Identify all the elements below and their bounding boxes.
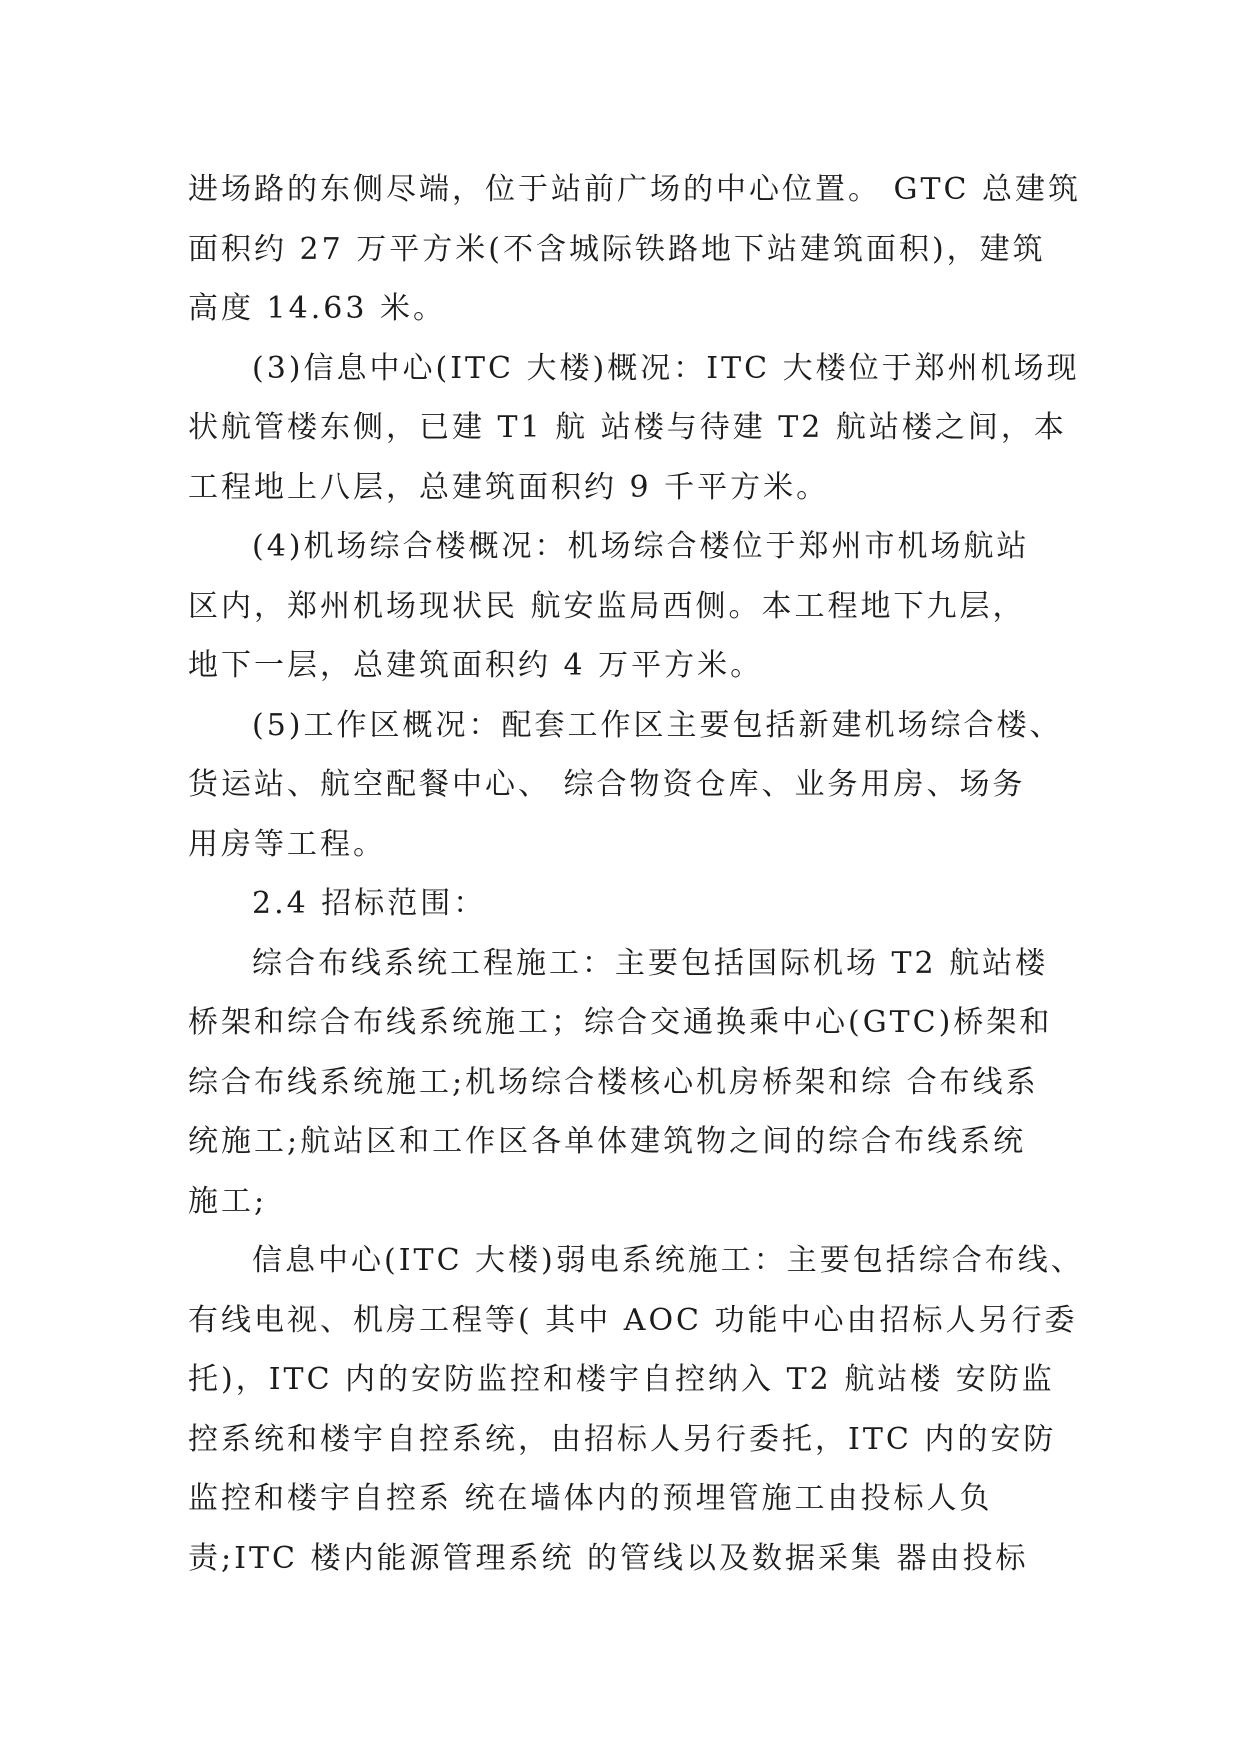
text-line: 托)，ITC 内的安防监控和楼宇自控纳入 T2 航站楼 安防监 xyxy=(188,1362,1055,1397)
section-heading: 2.4 招标范围： xyxy=(252,886,487,921)
text-line: 统施工;航站区和工作区各单体建筑物之间的综合布线系统 xyxy=(188,1124,1027,1159)
text-line: 施工; xyxy=(188,1183,268,1219)
text-line: 状航管楼东侧，已建 T1 航 站楼与待建 T2 航站楼之间，本 xyxy=(188,410,1067,445)
text-line: 用房等工程。 xyxy=(188,826,386,862)
paragraph-first-line: 综合布线系统工程施工：主要包括国际机场 T2 航站楼 xyxy=(252,945,1049,981)
text-line: 工程地上八层，总建筑面积约 9 千平方米。 xyxy=(188,469,830,505)
paragraph-first-line: (3)信息中心(ITC 大楼)概况：ITC 大楼位于郑州机场现 xyxy=(252,350,1080,386)
paragraph-first-line: (5)工作区概况：配套工作区主要包括新建机场综合楼、 xyxy=(252,707,1063,743)
text-line: 桥架和综合布线系统施工；综合交通换乘中心(GTC)桥架和 xyxy=(188,1005,1053,1040)
body-text xyxy=(188,160,1084,1588)
text-line: 有线电视、机房工程等( 其中 AOC 功能中心由招标人另行委 xyxy=(188,1302,1078,1338)
paragraph-first-line: (4)机场综合楼概况：机场综合楼位于郑州市机场航站 xyxy=(252,529,1030,564)
text-line: 综合布线系统施工;机场综合楼核心机房桥架和综 合布线系 xyxy=(188,1064,1039,1100)
text-line: 责;ITC 楼内能源管理系统 的管线以及数据采集 器由投标 xyxy=(188,1540,1029,1576)
text-line: 监控和楼宇自控系 统在墙体内的预埋管施工由投标人负 xyxy=(188,1481,993,1516)
text-line: 地下一层，总建筑面积约 4 万平方米。 xyxy=(188,648,764,683)
paragraph-first-line: 信息中心(ITC 大楼)弱电系统施工：主要包括综合布线、 xyxy=(252,1243,1084,1278)
text-line: 进场路的东侧尽端，位于站前广场的中心位置。 GTC 总建筑 xyxy=(188,172,1082,207)
text-line: 控系统和楼宇自控系统，由招标人另行委托，ITC 内的安防 xyxy=(188,1421,1057,1457)
text-line: 货运站、航空配餐中心、 综合物资仓库、业务用房、场务 xyxy=(188,767,1026,802)
text-line: 高度 14.63 米。 xyxy=(188,291,446,326)
text-line: 面积约 27 万平方米(不含城际铁路地下站建筑面积)，建筑 xyxy=(188,231,1046,267)
text-line: 区内，郑州机场现状民 航安监局西侧。本工程地下九层， xyxy=(188,588,1026,624)
